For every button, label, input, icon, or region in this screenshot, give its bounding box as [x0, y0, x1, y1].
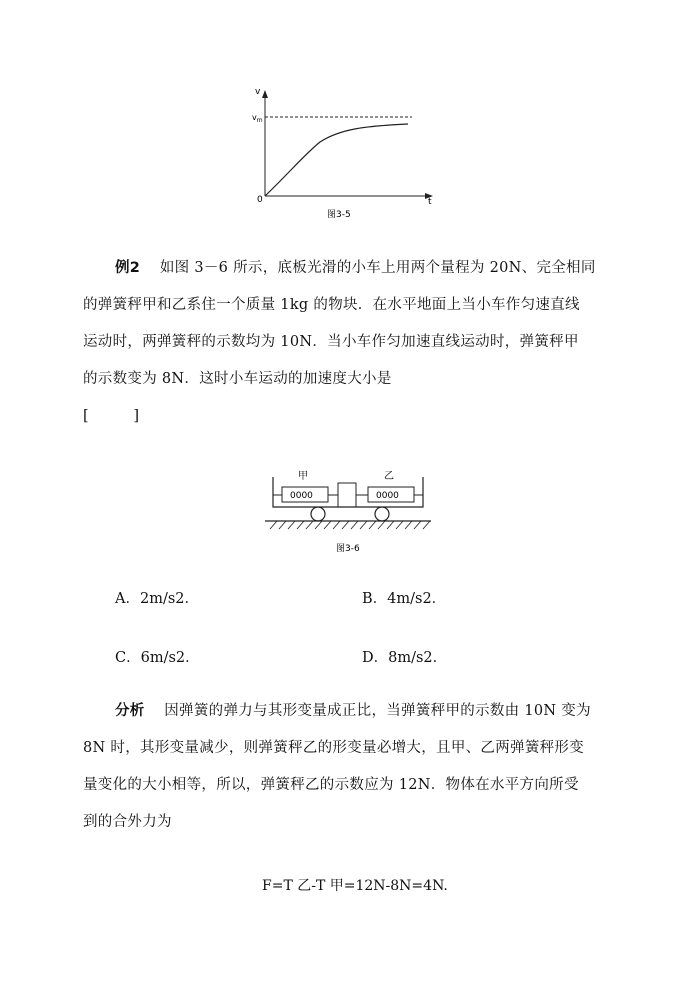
example-paragraph — [83, 250, 613, 435]
example-line-1 — [115, 250, 645, 287]
option-d: D．8m/s2． — [362, 650, 448, 666]
left-wheel — [311, 507, 325, 521]
axis-label-v: v — [255, 87, 261, 97]
velocity-time-graph — [245, 84, 445, 224]
analysis-line-3: 量变化的大小相等，所以，弹簧秤乙的示数应为 12N．物体在水平方向所受 — [83, 777, 579, 793]
axis-label-vm: $v_m$ — [252, 113, 263, 124]
right-wheel — [375, 507, 389, 521]
axis-label-t: t — [428, 197, 432, 207]
option-a: A．2m/s2． — [115, 591, 199, 607]
velocity-curve — [265, 124, 408, 196]
option-c: C．6m/s2． — [115, 650, 200, 666]
example-text-1: 如图 3－6 所示，底板光滑的小车上用两个量程为 20N、完全相同 — [159, 260, 596, 276]
answer-bracket: [ ] — [83, 408, 140, 424]
label-jia: 甲 — [298, 471, 308, 482]
analysis-line-2: 8N 时，其形变量减少，则弹簧秤乙的形变量必增大，且甲、乙两弹簧秤形变 — [83, 740, 585, 756]
cart-spring-diagram — [262, 467, 434, 557]
y-axis-arrow — [262, 90, 268, 98]
figure-caption-3-5: 图3-5 — [327, 210, 351, 220]
block — [338, 483, 356, 507]
example-line-4: 的示数变为 8N．这时小车运动的加速度大小是 — [83, 371, 392, 387]
example-line-2: 的弹簧秤甲和乙系住一个质量 1kg 的物块．在水平地面上当小车作匀速直线 — [83, 297, 580, 313]
ground-hatching — [270, 521, 430, 529]
force-formula: F=T 乙-T 甲=12N-8N=4N. — [262, 878, 448, 894]
analysis-text-1: 因弹簧的弹力与其形变量成正比，当弹簧秤甲的示数由 10N 变为 — [164, 703, 591, 719]
analysis-line-1 — [115, 693, 645, 730]
label-yi: 乙 — [384, 471, 394, 482]
origin-label: 0 — [257, 195, 263, 205]
figure-caption-3-6: 图3-6 — [336, 544, 360, 554]
left-spring-coil: 0000 — [290, 491, 313, 501]
example-label: 例2 — [115, 260, 141, 276]
analysis-paragraph — [83, 693, 613, 841]
option-b: B．4m/s2． — [362, 591, 447, 607]
example-line-3: 运动时，两弹簧秤的示数均为 10N．当小车作匀加速直线运动时，弹簧秤甲 — [83, 334, 579, 350]
right-spring-coil: 0000 — [376, 491, 399, 501]
analysis-label: 分析 — [115, 703, 145, 719]
analysis-line-4: 到的合外力为 — [83, 814, 172, 830]
